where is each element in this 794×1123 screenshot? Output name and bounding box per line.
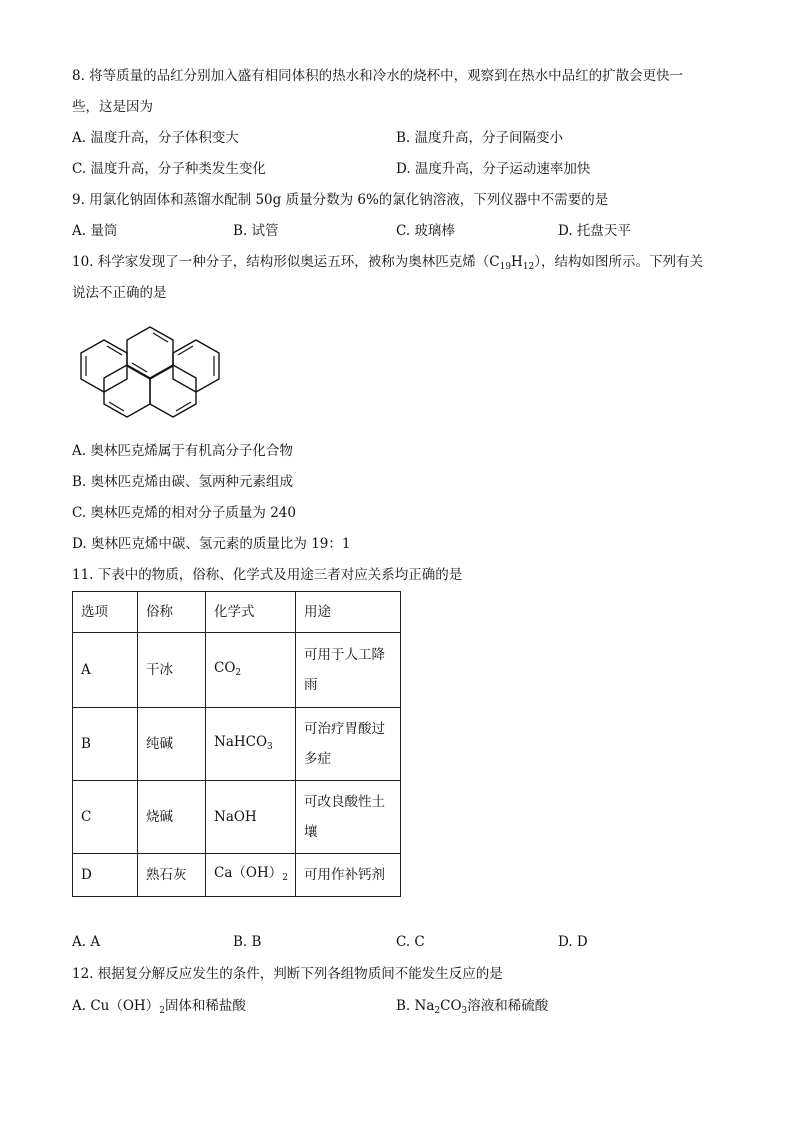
q8-option-c[interactable]: C. 温度升高，分子种类发生变化	[72, 161, 266, 177]
row-b-option: B	[73, 708, 138, 781]
q10-option-a[interactable]: A. 奥林匹克烯属于有机高分子化合物	[72, 443, 293, 459]
q11-option-b[interactable]: B. B	[233, 934, 262, 950]
q10-stem-pre: 10. 科学家发现了一种分子，结构形似奥运五环，被称为奥林匹克烯（C	[72, 254, 500, 270]
row-c-option: C	[73, 781, 138, 854]
row-c-formula: NaOH	[206, 781, 296, 854]
row-c-use: 可改良酸性土 壤	[296, 781, 401, 854]
q10-stem-post: ），结构如图所示。下列有关	[534, 254, 704, 270]
q10-hydrogen-count: 12	[522, 262, 535, 272]
row-c-name: 烧碱	[138, 781, 206, 854]
q9-option-a[interactable]: A. 量筒	[72, 223, 118, 239]
q12-option-b[interactable]: B. $Na_2CO_3$溶液和稀硫酸	[396, 998, 549, 1016]
q11-table	[72, 591, 401, 897]
q10-stem-line2: 说法不正确的是	[72, 285, 167, 301]
q8-option-b[interactable]: B. 温度升高，分子间隔变小	[396, 130, 564, 146]
row-a-use: 可用于人工降 雨	[296, 633, 401, 708]
q9-option-b[interactable]: B. 试管	[233, 223, 279, 239]
q10-option-c[interactable]: C. 奥林匹克烯的相对分子质量为 240	[72, 505, 296, 521]
row-d-option: D	[73, 854, 138, 897]
q10-hydrogen-letter: H	[511, 254, 523, 270]
q11-option-d[interactable]: D. D	[558, 934, 588, 950]
row-d-use: 可用作补钙剂	[296, 854, 401, 897]
q10-carbon-count: 19	[499, 262, 512, 272]
q10-option-b[interactable]: B. 奥林匹克烯由碳、氢两种元素组成	[72, 474, 294, 490]
header-option: 选项	[73, 592, 138, 633]
header-common-name: 俗称	[138, 592, 206, 633]
q10-stem-line1	[72, 252, 703, 277]
q11-option-c[interactable]: C. C	[396, 934, 425, 950]
q9-stem: 9. 用氯化钠固体和蒸馏水配制 50g 质量分数为 6%的氯化钠溶液，下列仪器中不需要的是	[72, 192, 609, 208]
table-header-row	[73, 592, 401, 633]
row-a-name: 干冰	[138, 633, 206, 708]
q11-option-a[interactable]: A. A	[72, 934, 101, 950]
q8-stem-line1: 8. 将等质量的品红分别加入盛有相同体积的热水和冷水的烧杯中，观察到在热水中品红的扩散会更快一	[72, 68, 684, 84]
row-b-formula: NaHCO$_3$	[206, 708, 296, 781]
q12-option-a[interactable]: A. $Cu(OH)_2$固体和稀盐酸	[72, 998, 246, 1016]
q8-option-d[interactable]: D. 温度升高，分子运动速率加快	[396, 161, 591, 177]
header-use: 用途	[296, 592, 401, 633]
table-row	[73, 708, 401, 781]
q9-option-d[interactable]: D. 托盘天平	[558, 223, 631, 239]
q12-stem: 12. 根据复分解反应发生的条件，判断下列各组物质间不能发生反应的是	[72, 966, 503, 982]
ring-top	[127, 327, 173, 379]
row-d-formula: $Ca(OH)_2$	[206, 854, 296, 897]
q11-stem: 11. 下表中的物质，俗称、化学式及用途三者对应关系均正确的是	[72, 567, 463, 583]
header-formula: 化学式	[206, 592, 296, 633]
q10-option-d[interactable]: D. 奥林匹克烯中碳、氢元素的质量比为 19：1	[72, 536, 351, 552]
table-row	[73, 633, 401, 708]
q8-option-a[interactable]: A. 温度升高，分子体积变大	[72, 130, 239, 146]
table-row	[73, 854, 401, 897]
row-b-name: 纯碱	[138, 708, 206, 781]
q8-stem-line2: 些，这是因为	[72, 99, 153, 115]
row-a-option: A	[73, 633, 138, 708]
q9-option-c[interactable]: C. 玻璃棒	[396, 223, 455, 239]
row-d-name: 熟石灰	[138, 854, 206, 897]
olympicene-structure-diagram	[72, 318, 232, 418]
row-a-formula: $CO_2$	[206, 633, 296, 708]
table-row	[73, 781, 401, 854]
row-b-use: 可治疗胃酸过 多症	[296, 708, 401, 781]
